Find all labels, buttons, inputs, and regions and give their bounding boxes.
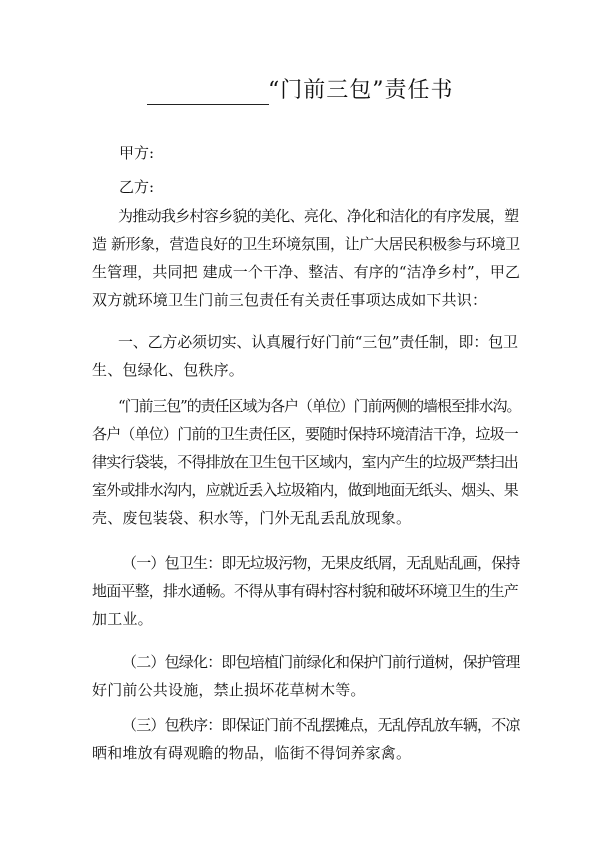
item-3-paragraph (92, 711, 520, 767)
item-1-paragraph (92, 549, 520, 633)
paragraph-line: 室外或排水沟内，应就近丢入垃圾箱内，做到地面无纸头、烟头、果 (92, 481, 519, 499)
party-b-label: 乙方: (119, 178, 155, 196)
clause-1-paragraph (92, 328, 520, 384)
item-2-paragraph (92, 648, 520, 704)
paragraph-line: （一）包卫生：即无垃圾污物，无果皮纸屑，无乱贴乱画，保持 (122, 554, 520, 572)
paragraph-line: 各户（单位）门前的卫生责任区，要随时保持环境清洁干净，垃圾一 (92, 425, 519, 443)
paragraph-line: 壳、废包装袋、积水等，门外无乱丢乱放现象。 (92, 509, 412, 527)
paragraph-line: 律实行袋装，不得排放在卫生包干区域内，室内产生的垃圾严禁扫出 (92, 453, 519, 471)
paragraph-line: （二）包绿化：即包培植门前绿化和保护门前行道树，保护管理 (122, 653, 520, 671)
intro-paragraph (92, 202, 520, 314)
title-row (0, 76, 600, 110)
paragraph-line: 加工业。 (92, 610, 153, 628)
paragraph-line: 双方就环境卫生门前三包责任有关责任事项达成如下共识： (92, 291, 488, 309)
paragraph-line: 为推动我乡村容乡貌的美化、亮化、净化和洁化的有序发展，塑 (118, 207, 519, 225)
paragraph-line: 生管理，共同把 建成一个干净、整洁、有序的“洁净乡村”，甲乙 (92, 263, 521, 281)
paragraph-line: “门前三包”的责任区域为各户（单位）门前两侧的墙根至排水沟。 (118, 397, 521, 415)
paragraph-line: 晒和堆放有碍观瞻的物品，临街不得饲养家禽。 (92, 744, 412, 762)
scope-paragraph (92, 392, 520, 532)
document-title: “门前三包”责任书 (268, 78, 454, 103)
paragraph-line: 地面平整，排水通畅。不得从事有碍村容村貌和破坏环境卫生的生产 (92, 582, 519, 600)
paragraph-line: 好门前公共设施，禁止损坏花草树木等。 (92, 681, 366, 699)
paragraph-line: 一、乙方必须切实、认真履行好门前“三包”责任制，即：包卫 (118, 333, 518, 351)
title-blank-underline (147, 104, 269, 105)
paragraph-line: （三）包秩序：即保证门前不乱摆摊点，无乱停乱放车辆，不凉 (122, 716, 520, 734)
paragraph-line: 生、包绿化、包秩序。 (92, 361, 245, 379)
paragraph-line: 造 新形象，营造良好的卫生环境氛围，让广大居民积极参与环境卫 (92, 235, 520, 253)
party-a-label: 甲方: (119, 144, 155, 162)
